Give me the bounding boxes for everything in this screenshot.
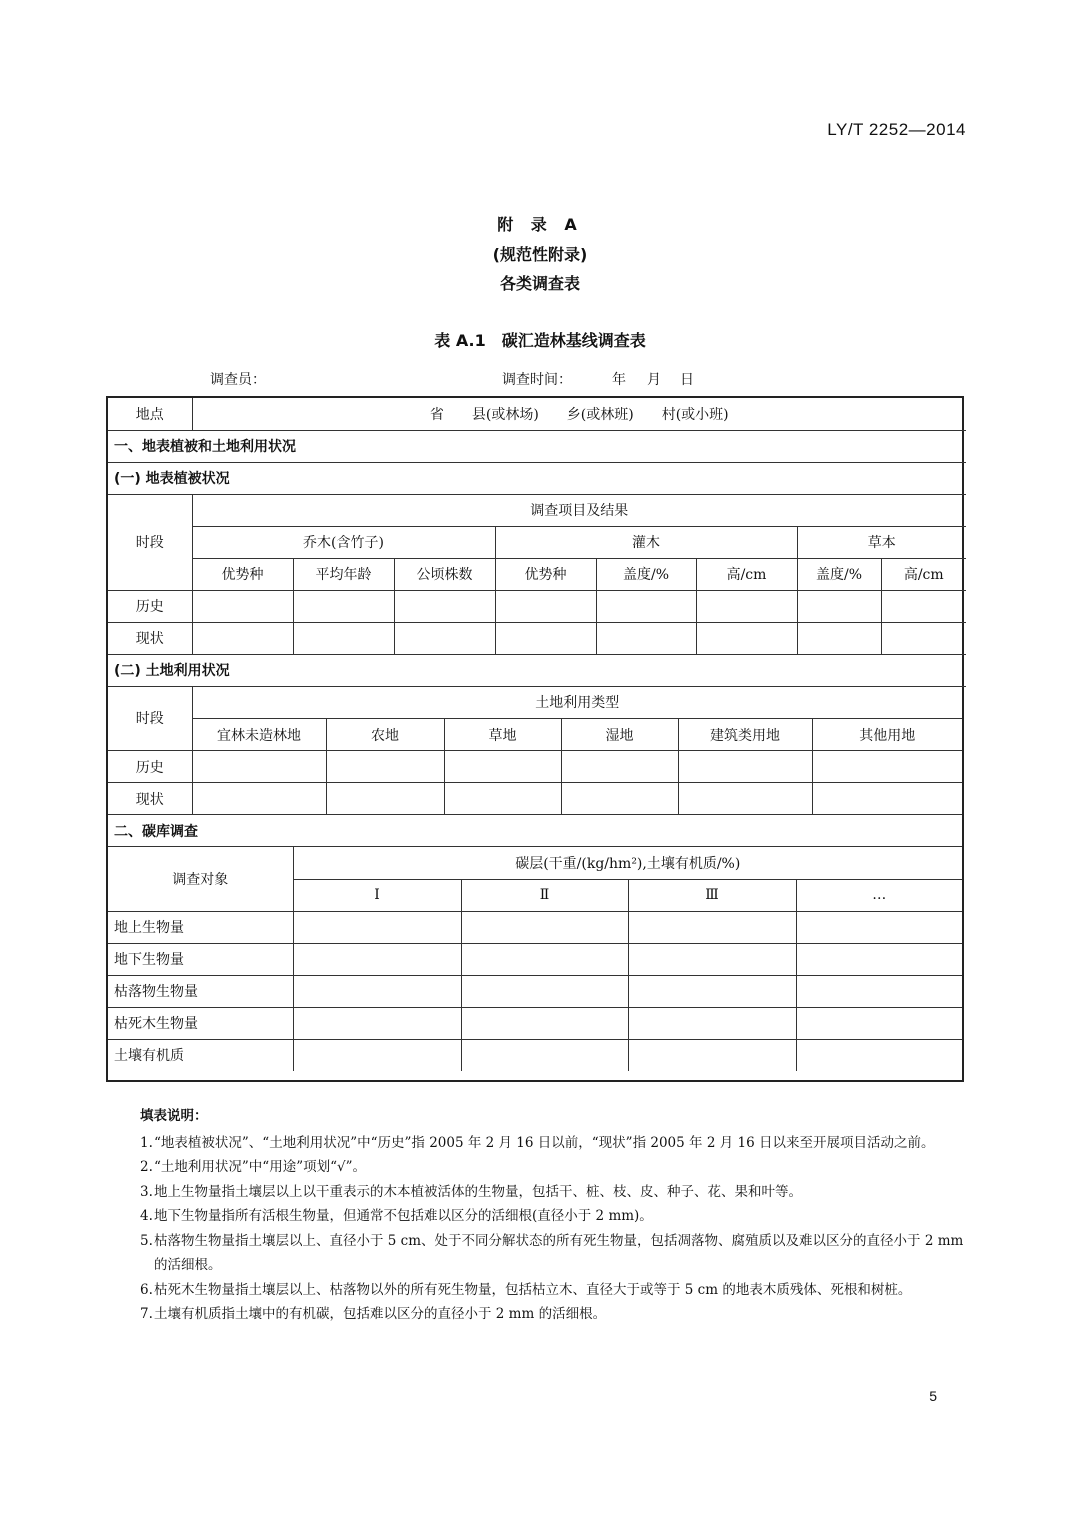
history-label: 历史: [108, 751, 192, 783]
input-cell[interactable]: [796, 975, 962, 1007]
table-title: 表 A.1 碳汇造林基线调查表: [434, 331, 646, 350]
input-cell[interactable]: [797, 622, 881, 654]
layer-header: Ⅰ: [293, 879, 461, 911]
table-row: [108, 590, 966, 622]
input-cell[interactable]: [495, 590, 596, 622]
input-cell[interactable]: [796, 1007, 962, 1039]
input-cell[interactable]: [628, 1039, 796, 1071]
input-cell[interactable]: [696, 590, 797, 622]
input-cell[interactable]: [192, 751, 326, 783]
current-label: 现状: [108, 783, 192, 815]
herb-header: 草本: [797, 526, 966, 558]
input-cell[interactable]: [696, 622, 797, 654]
input-cell[interactable]: [678, 783, 812, 815]
row-label: 枯落物生物量: [108, 975, 293, 1007]
layer-header: Ⅲ: [628, 879, 796, 911]
items-results-header: 调查项目及结果: [192, 494, 966, 526]
note-item: 4. 地下生物量指所有活根生物量，但通常不包括难以区分的活细根(直径小于 2 mm)。: [140, 1204, 970, 1229]
note-text: “土地利用状况”中“用途”项划“√”。: [154, 1159, 367, 1175]
input-cell[interactable]: [293, 622, 394, 654]
input-cell[interactable]: [495, 622, 596, 654]
table-row: [108, 1039, 962, 1071]
layer-header: Ⅱ: [461, 879, 628, 911]
input-cell[interactable]: [796, 943, 962, 975]
period-label: 时段: [108, 687, 192, 751]
col-header: 其他用地: [812, 719, 962, 751]
location-label: 地点: [108, 398, 192, 430]
input-cell[interactable]: [678, 751, 812, 783]
note-item: 3. 地上生物量指土壤层以上以干重表示的木本植被活体的生物量，包括干、桩、枝、皮、种子、花、果和叶等。: [140, 1180, 970, 1205]
vegetation-table: [108, 398, 966, 687]
row-label: 地下生物量: [108, 943, 293, 975]
table-row: [108, 1007, 962, 1039]
forms-heading: 各类调查表: [499, 274, 580, 293]
input-cell[interactable]: [812, 783, 962, 815]
input-cell[interactable]: [192, 590, 293, 622]
col-header: 优势种: [192, 558, 293, 590]
input-cell[interactable]: [293, 911, 461, 943]
input-cell[interactable]: [461, 943, 628, 975]
carbon-pool-table: [108, 847, 962, 1071]
col-header: 平均年龄: [293, 558, 394, 590]
table-row: [108, 975, 962, 1007]
col-header: 优势种: [495, 558, 596, 590]
input-cell[interactable]: [628, 911, 796, 943]
col-header: 农地: [326, 719, 444, 751]
land-use-subtitle: (二) 土地利用状况: [108, 654, 966, 686]
fill-instructions: [140, 1104, 970, 1327]
row-label: 枯死木生物量: [108, 1007, 293, 1039]
period-label: 时段: [108, 494, 192, 590]
table-row: [108, 783, 962, 815]
input-cell[interactable]: [293, 975, 461, 1007]
input-cell[interactable]: [394, 622, 495, 654]
surveyor-label: 调查员：: [210, 372, 266, 388]
input-cell[interactable]: [293, 1007, 461, 1039]
note-item: 5. 枯落物生物量指土壤层以上、直径小于 5 cm、处于不同分解状态的所有死生物量，包括凋落物、腐殖质以及难以区分的直径小于 2 mm 的活细根。: [140, 1229, 970, 1278]
notes-title: 填表说明：: [140, 1108, 208, 1124]
survey-table-frame: [106, 396, 964, 1082]
input-cell[interactable]: [394, 590, 495, 622]
input-cell[interactable]: [596, 590, 696, 622]
input-cell[interactable]: [461, 975, 628, 1007]
input-cell[interactable]: [461, 1007, 628, 1039]
input-cell[interactable]: [293, 590, 394, 622]
input-cell[interactable]: [461, 911, 628, 943]
land-use-table: [108, 687, 962, 848]
col-header: 盖度/%: [797, 558, 881, 590]
note-text: 枯落物生物量指土壤层以上、直径小于 5 cm、处于不同分解状态的所有死生物量，包括凋落物、腐殖质以及难以区分的直径小于 2 mm 的活细根。: [154, 1232, 964, 1273]
input-cell[interactable]: [293, 943, 461, 975]
col-header: 盖度/%: [596, 558, 696, 590]
note-item: 2. “土地利用状况”中“用途”项划“√”。: [140, 1155, 970, 1180]
note-item: 6. 枯死木生物量指土壤层以上、枯落物以外的所有死生物量，包括枯立木、直径大于或等于 5 cm 的地表木质残体、死根和树桩。: [140, 1278, 970, 1303]
input-cell[interactable]: [596, 622, 696, 654]
input-cell[interactable]: [461, 1039, 628, 1071]
input-cell[interactable]: [628, 943, 796, 975]
layer-header: …: [796, 879, 962, 911]
input-cell[interactable]: [796, 1039, 962, 1071]
input-cell[interactable]: [293, 1039, 461, 1071]
table-row: [108, 751, 962, 783]
note-item: 7. 土壤有机质指土壤中的有机碳，包括难以区分的直径小于 2 mm 的活细根。: [140, 1302, 970, 1327]
surveyor-row: [210, 369, 810, 391]
input-cell[interactable]: [326, 783, 444, 815]
input-cell[interactable]: [561, 751, 678, 783]
shrub-header: 灌木: [495, 526, 797, 558]
note-text: “地表植被状况”、“土地利用状况”中“历史”指 2005 年 2 月 16 日以前，“现状”指 2005 年 2 月 16 日以来至开展项目活动之前。: [154, 1134, 935, 1151]
target-label: 调查对象: [108, 847, 293, 911]
land-type-header: 土地利用类型: [192, 687, 962, 719]
input-cell[interactable]: [796, 911, 962, 943]
current-label: 现状: [108, 622, 192, 654]
input-cell[interactable]: [326, 751, 444, 783]
day-label: 日: [680, 372, 694, 388]
note-text: 枯死木生物量指土壤层以上、枯落物以外的所有死生物量，包括枯立木、直径大于或等于 5 cm 的地表木质残体、死根和树桩。: [154, 1281, 912, 1298]
input-cell[interactable]: [881, 622, 966, 654]
standard-number: LY/T 2252—2014: [827, 120, 966, 139]
row-label: 土壤有机质: [108, 1039, 293, 1071]
col-header: 湿地: [561, 719, 678, 751]
normative-label: (规范性附录): [492, 245, 588, 264]
month-label: 月: [647, 372, 661, 388]
input-cell[interactable]: [192, 622, 293, 654]
input-cell[interactable]: [628, 975, 796, 1007]
input-cell[interactable]: [444, 783, 561, 815]
table-row: [108, 622, 966, 654]
col-header: 宜林未造林地: [192, 719, 326, 751]
tree-header: 乔木(含竹子): [192, 526, 495, 558]
history-label: 历史: [108, 590, 192, 622]
carbon-header: 碳层(干重/(kg/hm²),土壤有机质/%): [293, 847, 962, 879]
input-cell[interactable]: [628, 1007, 796, 1039]
input-cell[interactable]: [192, 783, 326, 815]
input-cell[interactable]: [812, 751, 962, 783]
survey-time-label: 调查时间：: [502, 372, 572, 388]
appendix-heading: 附 录 A: [497, 215, 583, 234]
note-text: 土壤有机质指土壤中的有机碳，包括难以区分的直径小于 2 mm 的活细根。: [154, 1306, 607, 1322]
table-row: [108, 911, 962, 943]
input-cell[interactable]: [561, 783, 678, 815]
note-text: 地下生物量指所有活根生物量，但通常不包括难以区分的活细根(直径小于 2 mm)。: [154, 1208, 653, 1224]
page-number: 5: [929, 1388, 937, 1404]
input-cell[interactable]: [444, 751, 561, 783]
note-text: 地上生物量指土壤层以上以干重表示的木本植被活体的生物量，包括干、桩、枝、皮、种子、花、果和叶等。: [154, 1183, 802, 1200]
vegetation-subtitle: (一) 地表植被状况: [108, 462, 966, 494]
col-header: 公顷株数: [394, 558, 495, 590]
col-header: 建筑类用地: [678, 719, 812, 751]
col-header: 草地: [444, 719, 561, 751]
note-item: 1. “地表植被状况”、“土地利用状况”中“历史”指 2005 年 2 月 16 日以前，“现状”指 2005 年 2 月 16 日以来至开展项目活动之前。: [140, 1131, 970, 1156]
table-row: [108, 943, 962, 975]
section1-title: 一、地表植被和土地利用状况: [108, 430, 966, 462]
section2-title: 二、碳库调查: [108, 815, 962, 847]
location-field[interactable]: 省 县(或林场) 乡(或林班) 村(或小班): [192, 398, 966, 430]
year-label: 年: [612, 372, 626, 388]
col-header: 高/cm: [696, 558, 797, 590]
row-label: 地上生物量: [108, 911, 293, 943]
input-cell[interactable]: [797, 590, 881, 622]
col-header: 高/cm: [881, 558, 966, 590]
input-cell[interactable]: [881, 590, 966, 622]
